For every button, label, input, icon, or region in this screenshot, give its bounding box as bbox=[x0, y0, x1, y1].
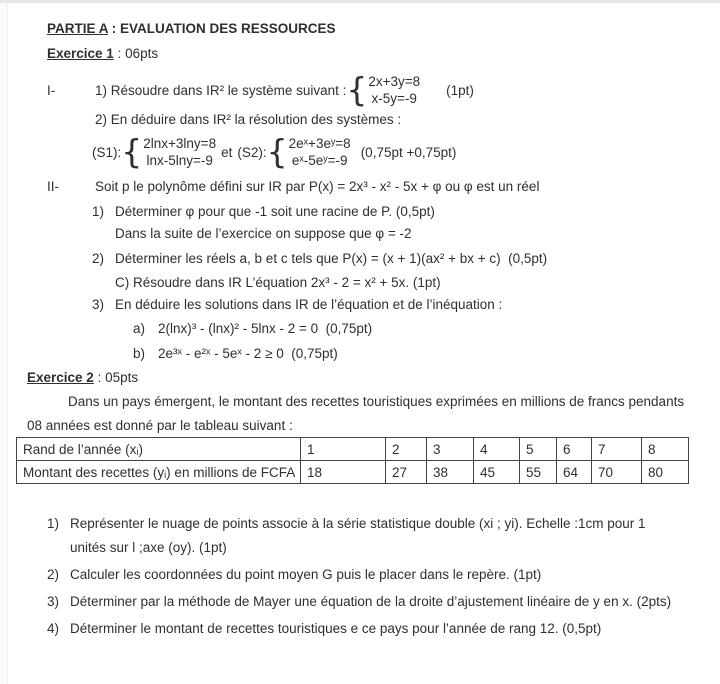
s1-label: (S1): bbox=[92, 144, 122, 160]
question-number: 1) bbox=[47, 516, 60, 531]
question-number: 2) bbox=[47, 567, 60, 582]
x-value: 5 bbox=[520, 438, 557, 461]
system-q1-line2: x-5y=-9 bbox=[371, 91, 417, 106]
section-II-question1-note: Dans la suite de l’exercice on suppose que φ = -2 bbox=[115, 226, 412, 241]
exercice1-heading bbox=[47, 45, 706, 62]
section-II-question1 bbox=[92, 203, 706, 220]
question1-points: (1pt) bbox=[446, 82, 474, 98]
question-text: Déterminer les réels a, b et c tels que P(x) = (x + 1)(ax² + bx + c) (0,5pt) bbox=[115, 251, 548, 266]
question-text: Calculer les coordonnées du point moyen G puis le placer dans le repère. (1pt) bbox=[70, 567, 542, 582]
section-II-question3 bbox=[92, 296, 706, 313]
system-s2-line1: 2eˣ+3eʸ=8 bbox=[288, 136, 351, 151]
section-II-question2-sub: C) Résoudre dans IR L’équation 2x³ - 2 = x² + 5x. (1pt) bbox=[115, 275, 441, 290]
left-brace-icon: { bbox=[346, 70, 368, 109]
question-text: Représenter le nuage de points associe à la série statistique double (xi ; yi). Echelle :1cm pour 1 unités sur l ;axe (oy). (1pt) bbox=[70, 516, 646, 555]
question1-text: 1) Résoudre dans IR² le système suivant : bbox=[95, 82, 347, 98]
exercice2-question3 bbox=[47, 590, 682, 614]
table-row-y bbox=[17, 461, 689, 484]
section-II-label: II- bbox=[47, 179, 59, 194]
x-value: 7 bbox=[592, 438, 642, 461]
section-I-question2: 2) En déduire dans IR² la résolution des systèmes : bbox=[95, 112, 402, 127]
question-text: En déduire les solutions dans IR de l’équation et de l’inéquation : bbox=[115, 297, 503, 312]
x-value: 2 bbox=[386, 438, 427, 461]
system-q1-lines bbox=[367, 73, 420, 107]
exercice1-points: : 06pts bbox=[113, 46, 159, 61]
question-number: 4) bbox=[47, 621, 60, 636]
y-value: 18 bbox=[301, 461, 386, 484]
exercice1-title: Exercice 1 bbox=[47, 46, 114, 61]
question-text: Déterminer par la méthode de Mayer une équation de la droite d’ajustement linéaire de y en x. (2pts) bbox=[70, 594, 672, 609]
table-row-x bbox=[17, 438, 689, 461]
y-value: 27 bbox=[386, 461, 427, 484]
exercice2-question1 bbox=[47, 512, 682, 560]
exercice2-intro-line2: 08 années est donné par le tableau suivant : bbox=[27, 418, 293, 433]
question-number: 1) bbox=[92, 204, 105, 219]
section-II-intro-text: Soit p le polynôme défini sur IR par P(x) = 2x³ - x² - 5x + φ ou φ est un réel bbox=[95, 179, 540, 194]
y-value: 38 bbox=[427, 461, 474, 484]
x-value: 1 bbox=[301, 438, 386, 461]
section-I-label: I- bbox=[47, 82, 56, 98]
et-connector: et bbox=[221, 144, 233, 160]
question-number: 3) bbox=[92, 297, 105, 312]
x-value: 3 bbox=[427, 438, 474, 461]
y-value: 64 bbox=[557, 461, 592, 484]
section-I-question1 bbox=[47, 71, 706, 109]
exercice2-heading bbox=[27, 369, 706, 386]
exercice2-points: : 05pts bbox=[93, 370, 139, 385]
left-brace-icon: { bbox=[121, 132, 143, 171]
system-q1-line1: 2x+3y=8 bbox=[368, 74, 421, 89]
question-number: 2) bbox=[92, 251, 105, 266]
data-table bbox=[16, 437, 689, 484]
system-s2-line2: eˣ-5eʸ=-9 bbox=[291, 153, 348, 168]
question-text: Déterminer φ pour que -1 soit une racine de P. (0,5pt) bbox=[115, 204, 435, 219]
y-value: 70 bbox=[592, 461, 642, 484]
row-y-label: Montant des recettes (yᵢ) en millions de FCFA bbox=[17, 461, 301, 484]
system-s2-lines bbox=[288, 135, 351, 169]
x-value: 6 bbox=[557, 438, 592, 461]
question-letter: b) bbox=[133, 346, 146, 361]
x-value: 4 bbox=[474, 438, 520, 461]
part-a-title: PARTIE A bbox=[47, 21, 109, 36]
row-x-label: Rand de l’année (xᵢ) bbox=[17, 438, 301, 461]
section-II-intro bbox=[47, 178, 706, 195]
system-s1-line1: 2lnx+3lny=8 bbox=[143, 136, 217, 151]
exercice2-intro-line1: Dans un pays émergent, le montant des recettes touristiques exprimées en millions de francs pendants bbox=[68, 394, 685, 409]
system-s1-lines bbox=[142, 135, 216, 169]
section-II-question3a bbox=[133, 320, 706, 337]
system-q1 bbox=[346, 72, 420, 108]
s1-s2-points: (0,75pt +0,75pt) bbox=[360, 144, 457, 160]
exercice2-question2 bbox=[47, 563, 682, 587]
question-text: Déterminer le montant de recettes touristiques e ce pays pour l’année de rang 12. (0,5pt) bbox=[70, 621, 602, 636]
y-value: 45 bbox=[474, 461, 520, 484]
system-s2 bbox=[267, 134, 351, 170]
question-number: 3) bbox=[47, 594, 60, 609]
exercice2-question4 bbox=[47, 617, 682, 641]
question-text: 2e³ˣ - e²ˣ - 5eˣ - 2 ≥ 0 (0,75pt) bbox=[158, 346, 338, 361]
page-top-edge bbox=[0, 0, 720, 3]
s2-label: (S2): bbox=[237, 144, 267, 160]
x-value: 8 bbox=[642, 438, 689, 461]
section-II-question2 bbox=[92, 250, 706, 267]
exercice2-questions bbox=[47, 512, 682, 641]
page-left-edge bbox=[0, 3, 8, 684]
systems-s1-s2 bbox=[92, 132, 706, 172]
system-s1 bbox=[121, 134, 216, 170]
y-value: 55 bbox=[520, 461, 557, 484]
section-II-question3b bbox=[133, 345, 706, 362]
part-a-subtitle: : EVALUATION DES RESSOURCES bbox=[108, 21, 336, 36]
document-content bbox=[16, 20, 706, 641]
system-s1-line2: lnx-5lny=-9 bbox=[146, 153, 213, 168]
left-brace-icon: { bbox=[266, 132, 288, 171]
exercice2-title: Exercice 2 bbox=[27, 370, 94, 385]
y-value: 80 bbox=[642, 461, 689, 484]
question-text: 2(lnx)³ - (lnx)² - 5lnx - 2 = 0 (0,75pt) bbox=[158, 321, 373, 336]
part-a-heading bbox=[47, 20, 706, 37]
question-letter: a) bbox=[133, 321, 146, 336]
